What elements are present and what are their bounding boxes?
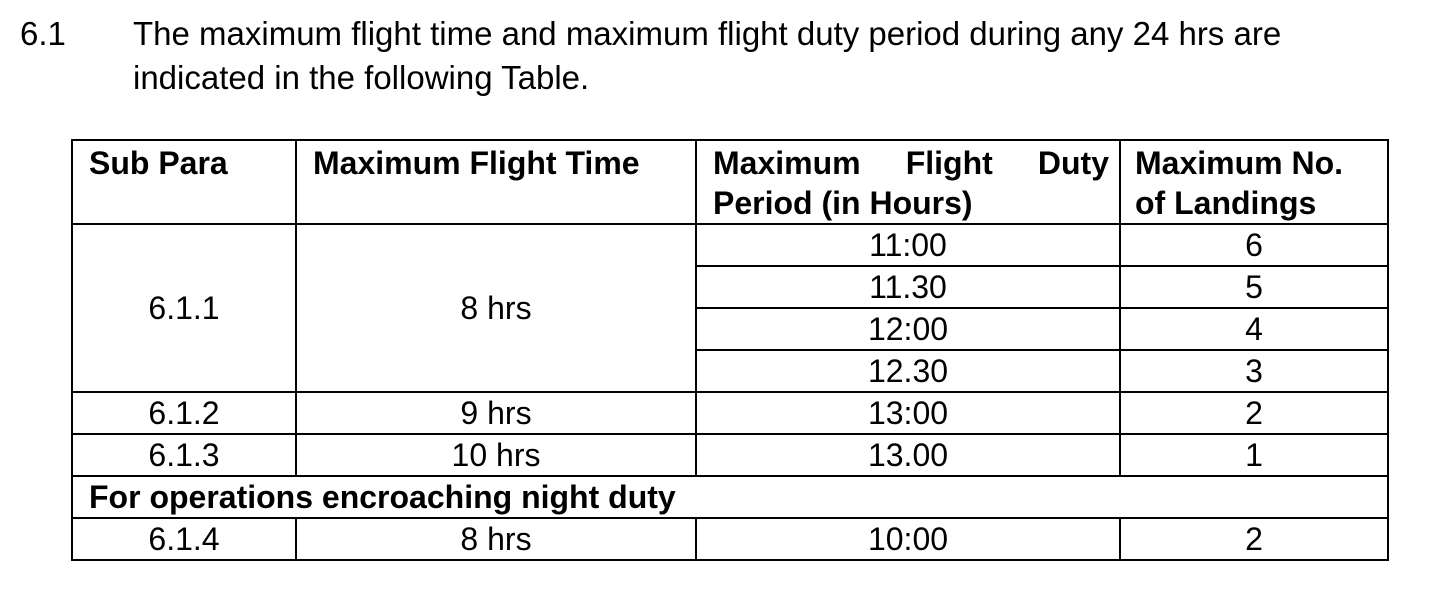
cell-flight-time: 9 hrs	[296, 392, 696, 434]
header-fdp-line-1: Maximum Flight Duty	[713, 145, 1109, 181]
flight-duty-table	[71, 139, 1389, 561]
table-row	[72, 392, 1388, 434]
section-row-night-duty	[72, 476, 1388, 518]
table-row	[72, 518, 1388, 560]
cell-fdp: 12.30	[696, 350, 1120, 392]
cell-flight-time: 10 hrs	[296, 434, 696, 476]
header-max-flight-duty-period	[696, 140, 1120, 224]
table-row	[72, 434, 1388, 476]
cell-sub-para: 6.1.1	[72, 224, 296, 392]
cell-flight-time: 8 hrs	[296, 518, 696, 560]
cell-landings: 4	[1120, 308, 1388, 350]
section-label: For operations encroaching night duty	[72, 476, 1388, 518]
cell-flight-time: 8 hrs	[296, 224, 696, 392]
table-header-row	[72, 140, 1388, 224]
cell-fdp: 12:00	[696, 308, 1120, 350]
header-sub-para: Sub Para	[72, 140, 296, 224]
header-max-flight-time: Maximum Flight Time	[296, 140, 696, 224]
cell-landings: 6	[1120, 224, 1388, 266]
cell-sub-para: 6.1.4	[72, 518, 296, 560]
cell-fdp: 13:00	[696, 392, 1120, 434]
cell-landings: 2	[1120, 518, 1388, 560]
header-fdp-line-2: Period (in Hours)	[713, 185, 973, 221]
cell-sub-para: 6.1.3	[72, 434, 296, 476]
paragraph-line-1: The maximum flight time and maximum flight duty period during any 24 hrs are	[133, 15, 1282, 52]
cell-fdp: 11:00	[696, 224, 1120, 266]
cell-landings: 2	[1120, 392, 1388, 434]
header-landings-line-2: of Landings	[1135, 185, 1317, 221]
header-max-landings	[1120, 140, 1388, 224]
cell-landings: 3	[1120, 350, 1388, 392]
table-row	[72, 224, 1388, 266]
cell-sub-para: 6.1.2	[72, 392, 296, 434]
paragraph-number: 6.1	[20, 15, 66, 52]
paragraph-line-2: indicated in the following Table.	[133, 59, 590, 96]
cell-landings: 1	[1120, 434, 1388, 476]
header-landings-line-1: Maximum No.	[1135, 145, 1344, 181]
cell-fdp: 11.30	[696, 266, 1120, 308]
cell-fdp: 13.00	[696, 434, 1120, 476]
cell-fdp: 10:00	[696, 518, 1120, 560]
paragraph-text	[133, 12, 1453, 100]
cell-landings: 5	[1120, 266, 1388, 308]
